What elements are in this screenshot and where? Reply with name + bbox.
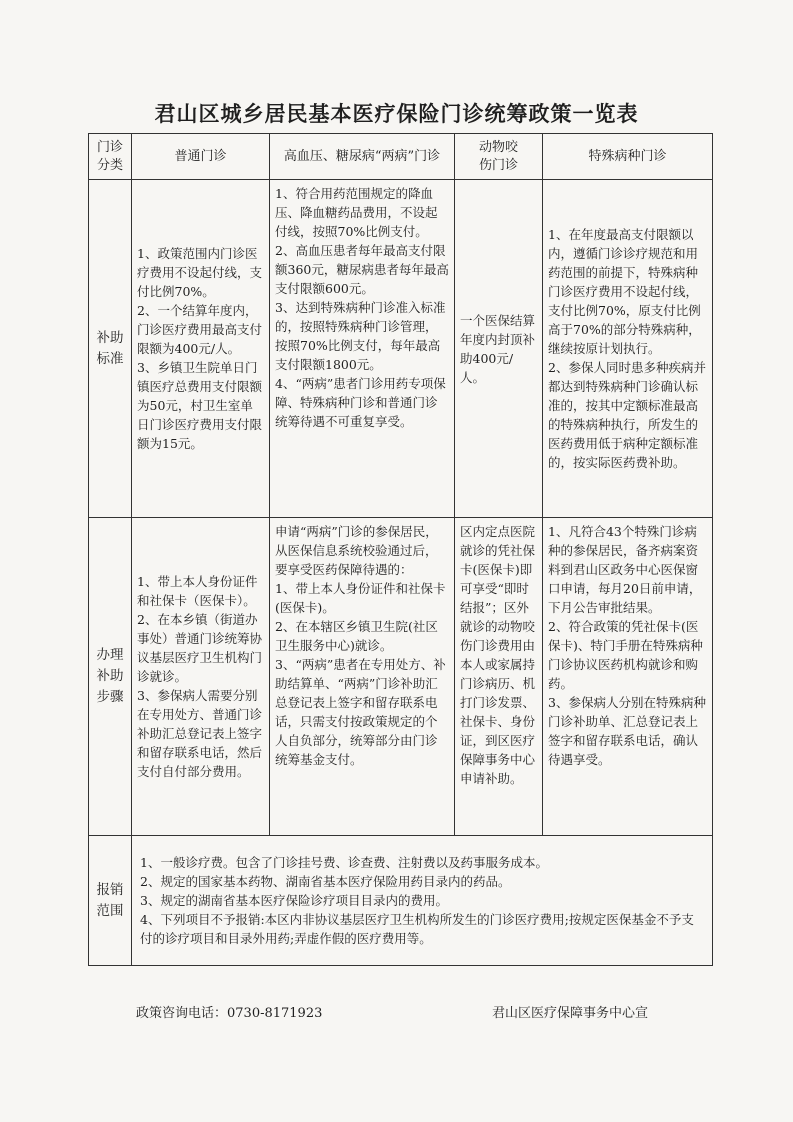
header-category-line2: 分类 xyxy=(96,157,123,173)
reimbursement-label xyxy=(89,836,132,966)
procedure-label-line1: 办理 xyxy=(96,647,124,663)
policy-phone: 政策咨询电话：0730-8171923 xyxy=(136,1006,323,1021)
subsidy-two-diseases-item: 2、高血压患者每年最高支付限额360元，糖尿病患者每年最高支付限额600元。 xyxy=(275,243,449,296)
header-two-diseases: 高血压、糖尿病“两病”门诊 xyxy=(270,134,455,180)
procedure-two-diseases-cell xyxy=(270,518,455,836)
reimbursement-label-line1: 报销 xyxy=(96,881,124,898)
procedure-special-item: 2、符合政策的凭社保卡(医保卡)、特门手册在特殊病种门诊协议医药机构就诊和购药。 xyxy=(548,619,703,691)
header-special: 特殊病种门诊 xyxy=(543,134,713,180)
page-title: 君山区城乡居民基本医疗保险门诊统筹政策一览表 xyxy=(154,101,639,126)
header-category-line1: 门诊 xyxy=(96,139,123,155)
subsidy-special-item: 1、在年度最高支付限额以内，遵循门诊诊疗规范和用药范围的前提下，特殊病种门诊医疗费用不设起付线，支付比例70%，原支付比例高于70%的部分特殊病种，继续按原计划执行。 xyxy=(548,227,701,356)
header-general: 普通门诊 xyxy=(132,134,270,180)
procedure-two-diseases-item: 申请“两病”门诊的参保居民，从医保信息系统校验通过后，要享受医药保障待遇的： xyxy=(275,524,438,577)
procedure-animal-bite-cell xyxy=(455,518,543,836)
procedure-label-line3: 步骤 xyxy=(96,689,124,705)
reimbursement-item: 2、规定的国家基本药物、湖南省基本医疗保险用药目录内的药品。 xyxy=(140,874,511,889)
reimbursement-row xyxy=(89,836,713,966)
procedure-row xyxy=(89,518,713,836)
reimbursement-item: 1、一般诊疗费。包含了门诊挂号费、诊查费、注射费以及药事服务成本。 xyxy=(140,855,548,870)
subsidy-general-item: 2、一个结算年度内，门诊医疗费用最高支付限额为400元/人。 xyxy=(137,303,263,356)
subsidy-label-line2: 标准 xyxy=(96,350,124,367)
header-animal-bite-line1: 动物咬 xyxy=(478,139,518,155)
issuer-name: 君山区医疗保障事务中心宣 xyxy=(492,1006,649,1021)
procedure-general-item: 3、参保病人需要分别在专用处方、普通门诊补助汇总登记表上签字和留存联系电话，然后支付自付部分费用。 xyxy=(137,688,263,779)
policy-table xyxy=(88,133,713,966)
subsidy-two-diseases-item: 4、“两病”患者门诊用药专项保障、特殊病种门诊和普通门诊统筹待遇不可重复享受。 xyxy=(275,376,446,429)
procedure-two-diseases-item: 3、“两病”患者在专用处方、补助结算单、“两病”门诊补助汇总登记表上签字和留存联系电话，只需支付按政策规定的个人自负部分，统筹部分由门诊统筹基金支付。 xyxy=(275,657,446,767)
header-category xyxy=(89,134,132,180)
subsidy-row xyxy=(89,180,713,518)
procedure-label xyxy=(89,518,132,836)
procedure-general-cell xyxy=(132,518,270,836)
header-animal-bite-line2: 伤门诊 xyxy=(478,157,518,173)
procedure-animal-bite-item: 区内定点医院就诊的凭社保卡(医保卡)即可享受“即时结报”；区外就诊的动物咬伤门诊费用由本人或家属持门诊病历、机打门诊发票、社保卡、身份证，到区医疗保障事务中心申请补助。 xyxy=(460,524,536,786)
procedure-special-cell xyxy=(543,518,713,836)
subsidy-animal-bite-cell xyxy=(455,180,543,518)
subsidy-special-item: 2、参保人同时患多种疾病并都达到特殊病种门诊确认标准的，按其中定额标准最高的特殊病种执行，所发生的医药费用低于病种定额标准的，按实际医药费补助。 xyxy=(548,360,706,470)
procedure-special-item: 3、参保病人分别在特殊病种门诊补助单、汇总登记表上签字和留存联系电话，确认待遇享受。 xyxy=(548,695,706,767)
procedure-label-line2: 补助 xyxy=(96,668,124,684)
reimbursement-label-line2: 范围 xyxy=(96,902,124,919)
subsidy-special-cell xyxy=(543,180,713,518)
procedure-two-diseases-item: 2、在本辖区乡镇卫生院(社区卫生服务中心)就诊。 xyxy=(275,619,438,653)
procedure-general-item: 2、在本乡镇（街道办事处）普通门诊统筹协议基层医疗卫生机构门诊就诊。 xyxy=(137,612,263,684)
reimbursement-item: 3、规定的湖南省基本医疗保险诊疗项目目录内的费用。 xyxy=(140,893,448,908)
subsidy-two-diseases-item: 3、达到特殊病种门诊准入标准的，按照特殊病种门诊管理，按照70%比例支付，每年最高支付限额1800元。 xyxy=(275,300,446,372)
subsidy-label-line1: 补助 xyxy=(96,329,124,346)
subsidy-animal-bite-item: 一个医保结算年度内封顶补助400元/人。 xyxy=(460,312,536,385)
procedure-general-item: 1、带上本人身份证件和社保卡（医保卡）。 xyxy=(137,574,258,608)
subsidy-two-diseases-item: 1、符合用药范围规定的降血压、降血糖药品费用，不设起付线，按照70%比例支付。 xyxy=(275,186,438,239)
subsidy-two-diseases-cell xyxy=(270,180,455,518)
header-animal-bite xyxy=(455,134,543,180)
header-row xyxy=(89,134,713,180)
subsidy-label xyxy=(89,180,132,518)
subsidy-general-item: 1、政策范围内门诊医疗费用不设起付线，支付比例70%。 xyxy=(137,246,263,299)
procedure-special-item: 1、凡符合43个特殊门诊病种的参保居民，备齐病案资料到君山区政务中心医保窗口申请，每月20日前申请，下月公告审批结果。 xyxy=(548,524,702,615)
reimbursement-cell xyxy=(132,836,713,966)
procedure-two-diseases-item: 1、带上本人身份证件和社保卡(医保卡)。 xyxy=(275,581,446,615)
subsidy-general-cell xyxy=(132,180,270,518)
subsidy-general-item: 3、乡镇卫生院单日门镇医疗总费用支付限额为50元，村卫生室单日门诊医疗费用支付限额为15元。 xyxy=(137,360,263,451)
reimbursement-item: 4、下列项目不予报销:本区内非协议基层医疗卫生机构所发生的门诊医疗费用;按规定医保基金不予支付的诊疗项目和目录外用药;弄虚作假的医疗费用等。 xyxy=(140,912,694,946)
